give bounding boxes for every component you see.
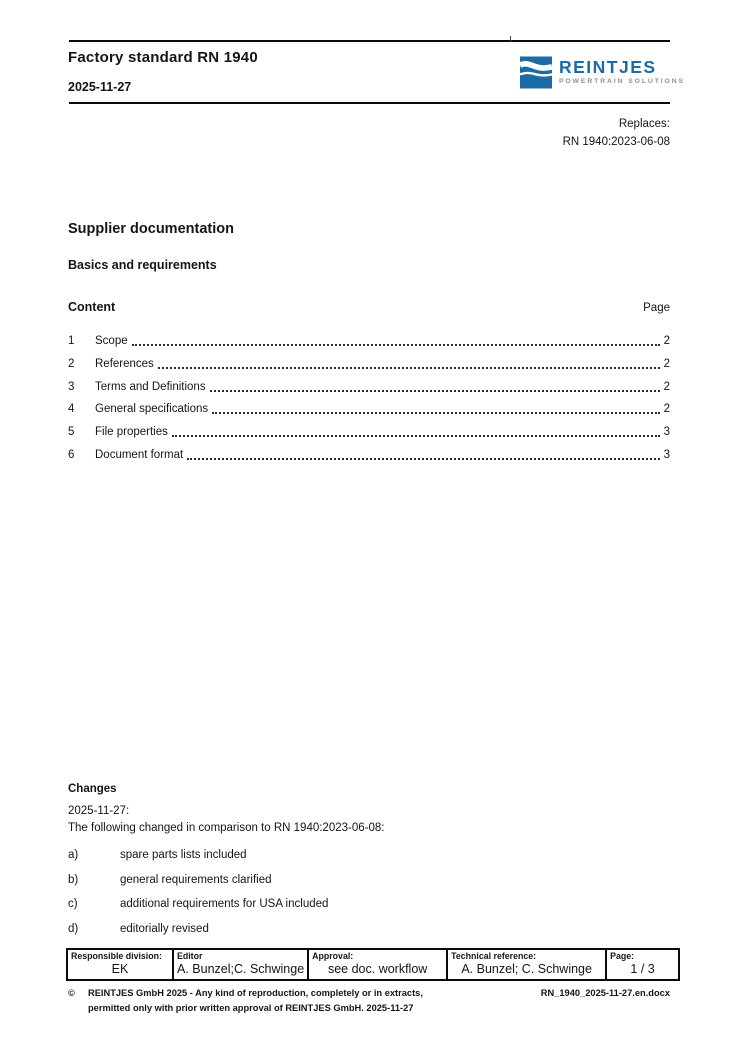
replaces-label: Replaces: (618, 118, 670, 130)
cell-value: see doc. workflow (327, 962, 428, 976)
toc-item-number: 5 (68, 426, 75, 439)
toc-item-page: 3 (663, 426, 670, 439)
change-item-text: additional requirements for USA included (120, 898, 329, 911)
toc-item-document-format[interactable] (68, 449, 670, 461)
logo-tagline: POWERTRAIN SOLUTIONS (559, 78, 685, 85)
toc-item-title[interactable]: Terms and Definitions (95, 380, 206, 393)
header-rule-tick (510, 36, 511, 42)
toc-item-number: 6 (68, 448, 75, 461)
reintjes-logo (520, 56, 685, 89)
copyright-lines (88, 986, 423, 1015)
toc-item-page: 2 (663, 335, 670, 347)
doc-date: 2025-11-27 (68, 80, 132, 94)
toc-heading: Content (68, 300, 116, 314)
toc-item-number: 3 (68, 380, 75, 393)
change-item-text: general requirements clarified (120, 873, 272, 886)
cell-label: Editor (177, 951, 203, 961)
cell-label: Technical reference: (451, 951, 537, 961)
change-item-label: a) (68, 849, 79, 861)
cell-value: A. Bunzel; C. Schwinge (461, 962, 592, 976)
document-info-table (66, 948, 680, 981)
changes-heading: Changes (68, 783, 117, 795)
toc-item-page: 3 (663, 448, 670, 461)
toc-item-page: 2 (663, 357, 670, 370)
toc-item-references[interactable] (68, 358, 670, 370)
toc-item-title[interactable]: File properties (95, 426, 168, 439)
change-item-d (68, 923, 670, 936)
toc-item-title[interactable]: References (95, 357, 154, 370)
toc-leader-dots (210, 381, 660, 392)
cell-label: Responsible division: (71, 951, 162, 961)
toc-item-title[interactable]: Document format (95, 448, 184, 461)
copyright-symbol: © (68, 988, 75, 998)
change-item-text: spare parts lists included (120, 849, 247, 861)
cell-value: EK (111, 962, 129, 976)
change-item-text: editorially revised (120, 923, 209, 936)
toc-item-number: 1 (68, 335, 75, 347)
change-item-label: d) (68, 923, 79, 936)
cell-label: Page: (610, 951, 635, 961)
document-filename: RN_1940_2025-11-27.en.docx (540, 988, 670, 998)
toc-leader-dots (132, 335, 660, 346)
cell-editor (172, 950, 307, 979)
replaces-block (563, 116, 670, 151)
change-item-label: b) (68, 873, 79, 886)
cell-technical-reference (446, 950, 605, 979)
toc-item-scope[interactable] (68, 335, 670, 347)
changes-list (68, 849, 670, 948)
cell-value: A. Bunzel;C. Schwinge (177, 962, 305, 976)
toc-item-terms-and-definitions[interactable] (68, 381, 670, 393)
toc-item-number: 4 (68, 403, 75, 416)
toc-item-page: 2 (663, 403, 670, 416)
toc-item-number: 2 (68, 357, 75, 370)
copyright-text-block (68, 986, 423, 1015)
toc-item-title[interactable]: General specifications (95, 403, 209, 416)
toc-item-title[interactable]: Scope (95, 335, 128, 347)
copyright-line2: permitted only with prior written approval of REINTJES GmbH. 2025-11-27 (88, 1002, 414, 1013)
doc-title: Factory standard RN 1940 (68, 49, 258, 66)
copyright-footer (68, 986, 670, 1015)
header-rule-top (69, 40, 670, 42)
toc-header-row (68, 300, 670, 314)
change-item-c (68, 898, 670, 911)
toc-item-file-properties[interactable] (68, 426, 670, 438)
changes-date-line: 2025-11-27: (68, 805, 130, 817)
changes-intro: The following changed in comparison to RN 1940:2023-06-08: (68, 822, 385, 834)
toc-leader-dots (158, 358, 660, 369)
main-title: Supplier documentation (68, 221, 234, 237)
toc-item-page: 2 (663, 380, 670, 393)
cell-page (605, 950, 678, 979)
table-of-contents (68, 335, 670, 472)
subtitle: Basics and requirements (68, 258, 217, 272)
cell-approval (307, 950, 446, 979)
toc-page-label: Page (643, 302, 670, 314)
copyright-line1: REINTJES GmbH 2025 - Any kind of reproduction, completely or in extracts, (88, 988, 423, 998)
toc-item-general-specifications[interactable] (68, 403, 670, 415)
reintjes-wave-icon (520, 56, 552, 89)
cell-value: 1 / 3 (630, 962, 655, 976)
change-item-b (68, 874, 670, 887)
change-item-a (68, 849, 670, 862)
toc-leader-dots (187, 449, 659, 460)
toc-leader-dots (172, 426, 660, 437)
header-rule-bottom (69, 102, 670, 104)
cell-responsible-division (68, 950, 172, 979)
logo-brand: REINTJES (559, 57, 657, 77)
logo-text-block (559, 56, 685, 85)
toc-leader-dots (212, 403, 659, 414)
replaces-value: RN 1940:2023-06-08 (562, 135, 670, 148)
change-item-label: c) (68, 898, 78, 911)
cell-label: Approval: (312, 951, 354, 961)
